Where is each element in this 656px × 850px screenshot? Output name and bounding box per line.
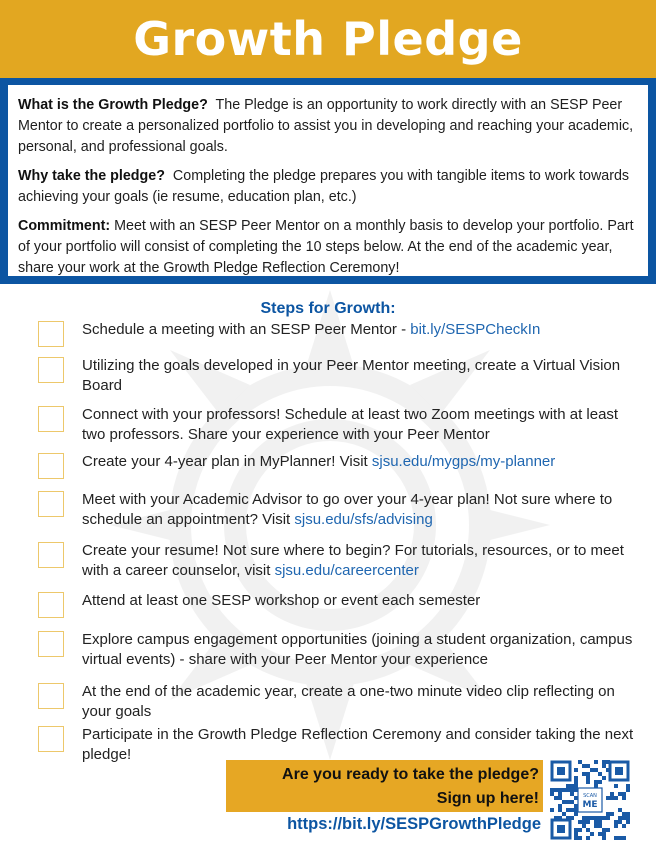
qr-module [586, 820, 590, 824]
qr-module [614, 820, 618, 824]
qr-module [574, 832, 578, 836]
qr-module [550, 808, 554, 812]
qr-module [582, 824, 586, 828]
step-label: Participate in the Growth Pledge Reflection Ceremony and consider taking the next pledge! [82, 726, 634, 763]
qr-module [594, 768, 598, 772]
step-item [38, 541, 638, 581]
step-text [82, 591, 480, 611]
step-item [38, 320, 638, 347]
qr-module [622, 796, 626, 800]
qr-module [558, 804, 562, 808]
qr-module [618, 808, 622, 812]
step-checkbox[interactable] [38, 726, 64, 752]
qr-module [598, 824, 602, 828]
info-commitment-text: Meet with an SESP Peer Mentor on a monthly basis to develop your portfolio. Part of your portfolio will consist of completing the 10 steps below. At the end of the academic year, share your work at the Growth Pledge Reflection Ceremony! [18, 218, 634, 276]
qr-module [590, 816, 594, 820]
qr-module [622, 824, 626, 828]
info-commitment-label: Commitment: [18, 218, 111, 234]
step-label: Explore campus engagement opportunities (joining a student organization, campus virtual events) - share with your Peer Mentor your experience [82, 631, 633, 668]
qr-module [574, 780, 578, 784]
qr-module [582, 816, 586, 820]
step-item [38, 630, 638, 670]
step-label: Create your resume! Not sure where to begin? For tutorials, resources, or to meet with a career counselor, visit [82, 542, 624, 579]
qr-module [602, 832, 606, 836]
qr-module [610, 792, 614, 796]
qr-module [614, 784, 618, 788]
info-why-text: Completing the pledge prepares you with tangible items to work towards achieving your goals (ie resume, education plan, etc.) [18, 168, 630, 205]
info-panel [0, 78, 656, 284]
qr-module [602, 764, 606, 768]
step-text [82, 452, 555, 472]
info-what-text: The Pledge is an opportunity to work directly with an SESP Peer Mentor to create a personalized portfolio to assist you in developing and reaching your academic, personal, and professional goals. [18, 97, 634, 155]
signup-link[interactable]: https://bit.ly/SESPGrowthPledge [287, 815, 541, 833]
qr-module [558, 792, 562, 796]
qr-module [562, 812, 566, 816]
qr-module [594, 816, 598, 820]
qr-module [602, 776, 606, 780]
qr-code-icon[interactable] [550, 760, 630, 840]
qr-module [614, 824, 618, 828]
qr-module [606, 796, 610, 800]
qr-module [586, 816, 590, 820]
qr-module [602, 836, 606, 840]
qr-module [602, 816, 606, 820]
qr-module [558, 808, 562, 812]
steps-title: Steps for Growth: [260, 300, 396, 317]
step-item [38, 682, 638, 722]
qr-module [590, 768, 594, 772]
qr-module [550, 792, 554, 796]
qr-module [598, 772, 602, 776]
step-text [82, 630, 638, 670]
qr-module [582, 820, 586, 824]
qr-module [626, 788, 630, 792]
qr-module [578, 820, 582, 824]
step-item [38, 452, 638, 479]
qr-module [570, 784, 574, 788]
qr-module [566, 808, 570, 812]
info-what [18, 95, 638, 158]
qr-module [562, 800, 566, 804]
step-label: Attend at least one SESP workshop or event each semester [82, 592, 481, 609]
info-why-label: Why take the pledge? [18, 168, 165, 184]
info-commitment [18, 216, 638, 279]
qr-module [618, 820, 622, 824]
step-label: Schedule a meeting with an SESP Peer Mentor - [82, 321, 411, 338]
qr-module [558, 796, 562, 800]
qr-module [622, 812, 626, 816]
qr-module [578, 760, 582, 764]
qr-module [566, 800, 570, 804]
step-text [82, 725, 638, 765]
step-item [38, 591, 638, 618]
qr-module [582, 772, 586, 776]
qr-module [554, 796, 558, 800]
qr-module [574, 768, 578, 772]
qr-module [598, 816, 602, 820]
qr-module [622, 836, 626, 840]
qr-module [618, 792, 622, 796]
step-checkbox[interactable] [38, 453, 64, 479]
step-label: Meet with your Academic Advisor to go over your 4-year plan! Not sure where to schedule an appointment? Visit [82, 491, 613, 528]
qr-module [606, 828, 610, 832]
step-checkbox[interactable] [38, 592, 64, 618]
qr-module [626, 784, 630, 788]
step-text [82, 682, 638, 722]
qr-module [594, 824, 598, 828]
qr-module [606, 812, 610, 816]
qr-module [570, 792, 574, 796]
qr-module [602, 760, 606, 764]
qr-scan-label: SCAN [583, 793, 597, 799]
step-text [82, 356, 638, 396]
step-item [38, 725, 638, 765]
step-text [82, 405, 638, 445]
qr-module [554, 788, 558, 792]
qr-module [570, 808, 574, 812]
qr-module [550, 788, 554, 792]
step-text [82, 490, 638, 530]
info-panel-content [8, 85, 648, 276]
qr-module [606, 816, 610, 820]
info-why [18, 166, 638, 208]
qr-module [574, 776, 578, 780]
header-banner [0, 0, 656, 78]
qr-module [622, 816, 626, 820]
qr-module [582, 764, 586, 768]
qr-module [614, 836, 618, 840]
step-text [82, 541, 638, 581]
qr-module [558, 788, 562, 792]
qr-module [598, 820, 602, 824]
qr-me-label: ME [582, 800, 598, 810]
qr-module [590, 832, 594, 836]
cta-line2: Sign up here! [436, 790, 539, 807]
qr-module [626, 820, 630, 824]
qr-module [594, 820, 598, 824]
qr-module [586, 828, 590, 832]
cta-line1: Are you ready to take the pledge? [282, 766, 539, 783]
step-checkbox[interactable] [38, 683, 64, 709]
qr-module [566, 788, 570, 792]
qr-module [574, 828, 578, 832]
step-link[interactable]: bit.ly/SESPCheckIn [410, 321, 541, 338]
step-checkbox[interactable] [38, 321, 64, 347]
qr-module [578, 836, 582, 840]
qr-module [586, 764, 590, 768]
step-checkbox[interactable] [38, 491, 64, 517]
step-checkbox[interactable] [38, 406, 64, 432]
qr-module [586, 780, 590, 784]
qr-module [586, 776, 590, 780]
step-label: Utilizing the goals developed in your Peer Mentor meeting, create a Virtual Vision Board [82, 357, 621, 394]
step-link[interactable]: sjsu.edu/sfs/advising [294, 511, 433, 528]
step-label: Create your 4-year plan in MyPlanner! Visit [82, 453, 372, 470]
qr-module [594, 760, 598, 764]
step-item [38, 405, 638, 445]
step-text [82, 320, 540, 340]
step-item [38, 490, 638, 530]
qr-module [562, 788, 566, 792]
qr-module [626, 812, 630, 816]
step-link[interactable]: sjsu.edu/careercenter [274, 562, 419, 579]
cta-banner [226, 760, 543, 812]
qr-module [626, 816, 630, 820]
qr-module [610, 796, 614, 800]
step-checkbox[interactable] [38, 357, 64, 383]
step-label: Connect with your professors! Schedule at least two Zoom meetings with at least two professors. Share your experience with your Peer Mentor [82, 406, 619, 443]
qr-module [598, 780, 602, 784]
qr-module [602, 828, 606, 832]
qr-module [622, 792, 626, 796]
step-label: At the end of the academic year, create a one-two minute video clip reflecting on your goals [82, 683, 615, 720]
qr-module [610, 812, 614, 816]
qr-module [618, 836, 622, 840]
qr-module [598, 832, 602, 836]
step-link[interactable]: sjsu.edu/mygps/my-planner [371, 453, 556, 470]
info-what-label: What is the Growth Pledge? [18, 97, 208, 113]
qr-module [618, 816, 622, 820]
qr-module [594, 780, 598, 784]
qr-module [574, 836, 578, 840]
qr-module [578, 828, 582, 832]
step-checkbox[interactable] [38, 542, 64, 568]
qr-module [566, 784, 570, 788]
qr-module [570, 788, 574, 792]
step-checkbox[interactable] [38, 631, 64, 657]
qr-module [586, 836, 590, 840]
qr-module [570, 800, 574, 804]
qr-module [614, 796, 618, 800]
step-item [38, 356, 638, 396]
qr-module [586, 772, 590, 776]
page-title: Growth Pledge [133, 12, 523, 66]
